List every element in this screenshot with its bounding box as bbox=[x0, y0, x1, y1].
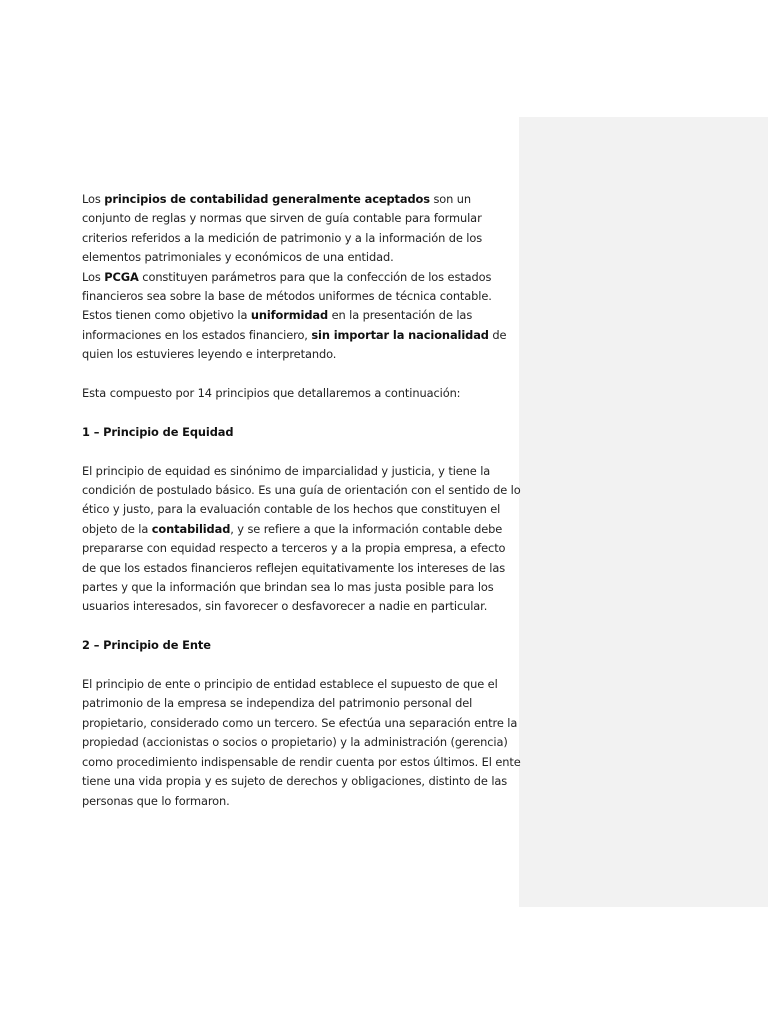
intro-text: constituyen parámetros para que la confección de los estados financieros sea sobre la base de métodos uniformes de técnica contable. Estos tienen como objetivo la bbox=[82, 269, 492, 323]
intro-text: son un conjunto de reglas y normas que sirven de guía contable para formular criterios referidos a la medición de patrimonio y a la información de los elementos patrimoniales y económicos de una entidad. bbox=[82, 192, 483, 265]
section-body-ente: El principio de ente o principio de entidad establece el supuesto de que el patrimonio de la empresa se independiza del patrimonio personal del propietario, considerado como un tercero. Se efectúa una separación entre la propiedad (accionistas o socios o propietario) y la administración (gerencia) como procedimiento indispensable de rendir cuenta por estos últimos. El ente tiene una vida propia y es sujeto de derechos y obligaciones, distinto de las personas que lo formaron. bbox=[82, 677, 521, 808]
intro-text: en la presentación de las informaciones en los estados financiero, bbox=[82, 308, 473, 342]
intro-bold-term: principios de contabilidad generalmente aceptados bbox=[104, 192, 430, 206]
contabilidad-bold-term: contabilidad bbox=[151, 521, 231, 536]
intro-text: Los bbox=[82, 192, 105, 206]
section-heading-ente bbox=[82, 636, 522, 655]
comment-pane bbox=[519, 117, 768, 907]
section-heading-text: 2 – Principio de Ente bbox=[82, 638, 211, 653]
intro-paragraph-3: Esta compuesto por 14 principios que detallaremos a continuación: bbox=[82, 386, 461, 401]
intro-paragraph-1 bbox=[82, 190, 522, 268]
section-heading-equidad bbox=[82, 423, 522, 442]
uniformidad-bold-term: uniformidad bbox=[250, 308, 329, 323]
section-text: , y se refiere a que la información contable debe prepararse con equidad respecto a terceros y a la propia empresa, a efecto de que los estados financieros reflejen equitativamente los intereses de las partes y que la información que brindan sea lo mas justa posible para los usuarios interesados, sin favorecer o desfavorecer a nadie en particular. bbox=[82, 521, 506, 614]
intro-text: Los bbox=[82, 269, 105, 284]
intro-text: de quien los estuvieres leyendo e interpretando. bbox=[82, 327, 507, 362]
pcga-bold-term: PCGA bbox=[104, 269, 139, 284]
section-body-equidad bbox=[82, 462, 522, 617]
section-heading-text: 1 – Principio de Equidad bbox=[82, 424, 234, 439]
section-text: El principio de equidad es sinónimo de imparcialidad y justicia, y tiene la condición de postulado básico. Es una guía de orientación con el sentido de lo ético y justo, para la evaluación contable de los hechos que constituyen el objeto de la bbox=[82, 463, 521, 536]
nacionalidad-bold-term: sin importar la nacionalidad bbox=[311, 327, 489, 342]
document-body bbox=[82, 190, 522, 811]
intro-paragraph-2 bbox=[82, 268, 522, 365]
